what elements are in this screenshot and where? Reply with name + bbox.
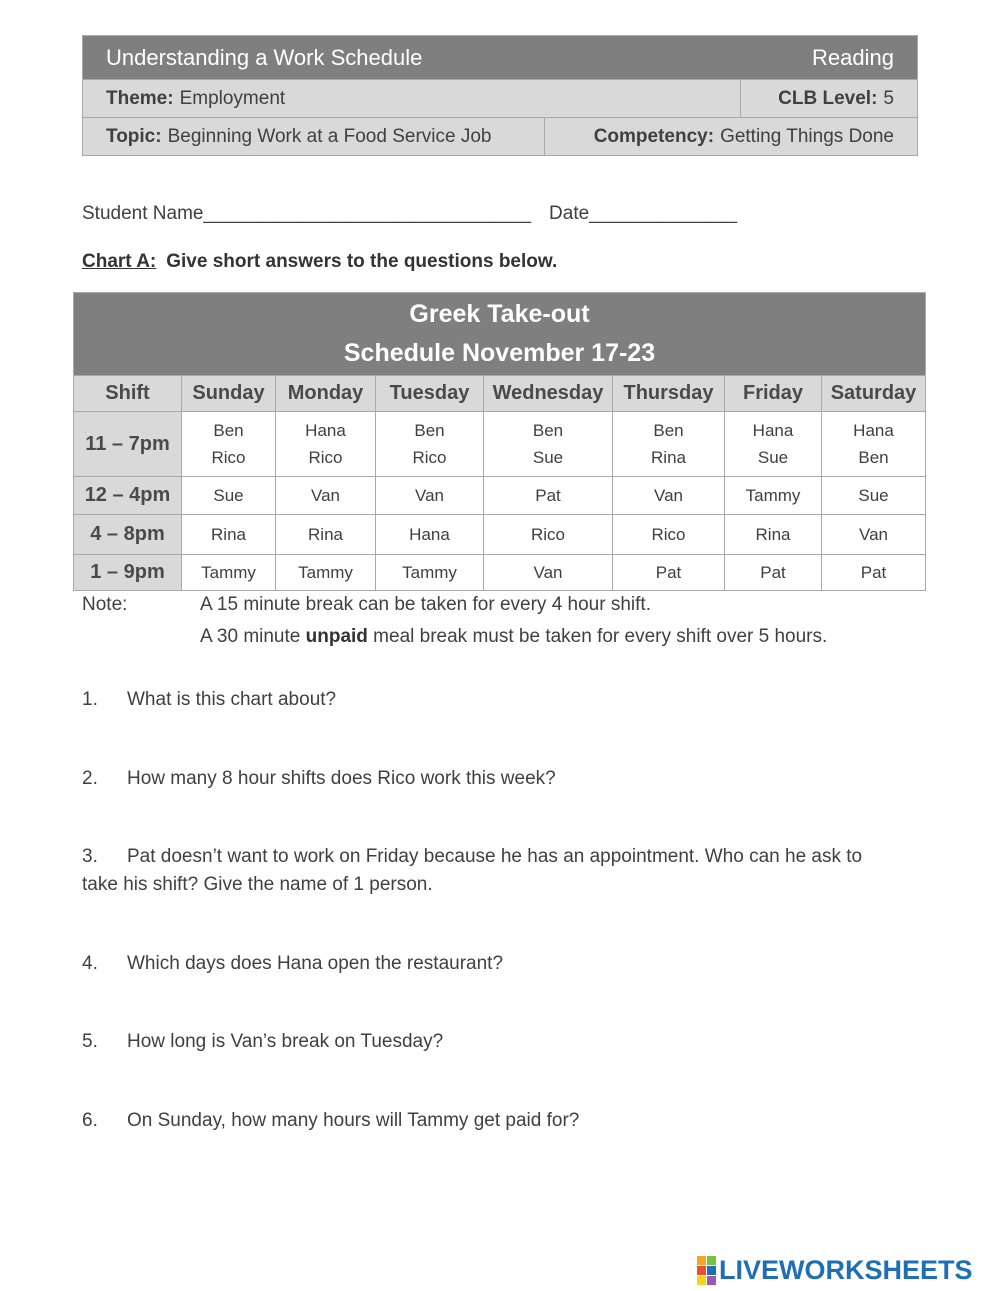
note-line2 <box>200 626 827 648</box>
question-6 <box>82 1107 902 1135</box>
schedule-cell <box>484 412 613 477</box>
competency-value: Getting Things Done <box>720 125 894 147</box>
note-label: Note: <box>82 594 128 615</box>
question-text: On Sunday, how many hours will Tammy get paid for? <box>127 1110 580 1131</box>
competency-label: Competency: <box>593 125 715 147</box>
schedule-cell <box>376 412 484 477</box>
schedule-cell <box>725 555 822 591</box>
note-line1: A 15 minute break can be taken for every 4 hour shift. <box>200 594 651 615</box>
day-header-sunday: Sunday <box>182 376 276 412</box>
question-text: Which days does Hana open the restaurant? <box>127 953 504 974</box>
shift-time: 1 – 9pm <box>74 555 182 591</box>
schedule-cell <box>613 412 725 477</box>
question-4 <box>82 950 902 978</box>
employee-name: Hana <box>409 525 450 544</box>
employee-name: Tammy <box>745 486 801 505</box>
employee-name: Rina <box>308 525 343 544</box>
schedule-cell <box>376 477 484 515</box>
schedule-cell <box>613 555 725 591</box>
question-2 <box>82 765 902 793</box>
worksheet-title: Understanding a Work Schedule <box>106 44 423 70</box>
schedule-cell <box>182 477 276 515</box>
competency-cell <box>545 118 917 155</box>
employee-name: Rina <box>211 525 246 544</box>
logo-block <box>707 1256 716 1265</box>
employee-name: Hana <box>853 421 894 440</box>
question-text: Pat doesn’t want to work on Friday because he has an appointment. Who can he ask to take his shift? Give the name of 1 person. <box>82 846 863 895</box>
employee-name: Rico <box>412 448 447 467</box>
day-header-tuesday: Tuesday <box>376 376 484 412</box>
topic-label: Topic: <box>106 125 162 147</box>
employee-name: Pat <box>760 563 786 582</box>
shift-row <box>74 412 926 477</box>
employee-name: Pat <box>655 563 682 582</box>
date-field[interactable]: Date______________ <box>549 203 738 224</box>
employee-name: Rico <box>308 448 343 467</box>
employee-name: Van <box>311 486 340 505</box>
schedule-cell <box>822 515 926 555</box>
schedule-cell <box>725 412 822 477</box>
topic-cell <box>83 118 545 155</box>
chart-instruction-text: Give short answers to the questions below. <box>166 251 558 272</box>
day-header-row <box>74 376 926 412</box>
shift-row <box>74 515 926 555</box>
schedule-cell <box>822 412 926 477</box>
employee-name: Rina <box>651 448 686 467</box>
schedule-title-line2: Schedule November 17-23 <box>343 339 656 367</box>
logo-block <box>697 1256 706 1265</box>
employee-name: Hana <box>752 421 794 440</box>
logo-block <box>697 1276 706 1285</box>
question-number: 6. <box>82 1110 98 1131</box>
employee-name: Pat <box>535 486 561 505</box>
shift-row <box>74 477 926 515</box>
question-3 <box>82 843 892 899</box>
employee-name: Rico <box>530 525 565 544</box>
day-header-friday: Friday <box>725 376 822 412</box>
logo-text: LIVEWORKSHEETS <box>719 1254 973 1285</box>
shift-column-header: Shift <box>74 376 182 412</box>
employee-name: Tammy <box>402 563 457 582</box>
employee-name: Ben <box>858 448 889 467</box>
liveworksheets-logo-icon <box>697 1256 716 1285</box>
logo-block <box>707 1276 716 1285</box>
employee-name: Van <box>654 486 683 505</box>
question-text: How long is Van’s break on Tuesday? <box>127 1031 444 1052</box>
clb-label: CLB Level: <box>778 87 878 109</box>
shift-time: 4 – 8pm <box>74 515 182 555</box>
schedule-cell <box>484 477 613 515</box>
skill-label: Reading <box>812 44 894 70</box>
schedule-cell <box>276 555 376 591</box>
chart-instruction <box>82 251 557 273</box>
employee-name: Rico <box>651 525 686 544</box>
theme-cell <box>83 80 741 117</box>
employee-name: Rina <box>755 525 791 544</box>
schedule-cell <box>182 555 276 591</box>
note-line2-post: meal break must be taken for every shift over 5 hours. <box>367 626 828 647</box>
schedule-cell <box>376 555 484 591</box>
employee-name: Ben <box>653 421 684 440</box>
schedule-cell <box>725 477 822 515</box>
clb-cell <box>741 80 917 117</box>
schedule-cell <box>613 515 725 555</box>
question-number: 3. <box>82 846 98 867</box>
schedule-title-line1: Greek Take-out <box>409 300 590 328</box>
topic-value: Beginning Work at a Food Service Job <box>167 125 492 147</box>
schedule-title <box>74 293 926 376</box>
day-header-wednesday: Wednesday <box>484 376 613 412</box>
clb-value: 5 <box>883 87 894 109</box>
question-number: 2. <box>82 768 98 789</box>
schedule-cell <box>276 412 376 477</box>
schedule-cell <box>484 515 613 555</box>
question-number: 4. <box>82 953 98 974</box>
logo-block <box>697 1266 706 1275</box>
employee-name: Rico <box>211 448 246 467</box>
question-text: What is this chart about? <box>127 689 337 710</box>
employee-name: Ben <box>532 421 564 440</box>
student-info-line <box>82 203 737 225</box>
question-number: 1. <box>82 689 98 710</box>
day-header-saturday: Saturday <box>822 376 926 412</box>
day-header-thursday: Thursday <box>613 376 725 412</box>
employee-name: Hana <box>305 421 346 440</box>
schedule-cell <box>276 477 376 515</box>
schedule-cell <box>822 477 926 515</box>
day-header-monday: Monday <box>276 376 376 412</box>
student-name-field[interactable]: Student Name_______________________________ <box>82 203 532 224</box>
theme-label: Theme: <box>106 87 174 109</box>
schedule-table <box>73 292 926 591</box>
employee-name: Sue <box>757 448 789 467</box>
header-topic-row <box>83 117 917 155</box>
schedule-cell <box>376 515 484 555</box>
note-line2-bold: unpaid <box>305 626 368 647</box>
theme-value: Employment <box>179 87 286 109</box>
question-text: How many 8 hour shifts does Rico work this week? <box>127 768 556 789</box>
employee-name: Tammy <box>201 563 256 582</box>
logo-block <box>707 1266 716 1275</box>
shift-time: 12 – 4pm <box>74 477 182 515</box>
header-theme-row <box>83 79 917 117</box>
shift-time: 11 – 7pm <box>74 412 182 477</box>
schedule-cell <box>822 555 926 591</box>
question-number: 5. <box>82 1031 98 1052</box>
employee-name: Pat <box>860 563 887 582</box>
chart-label: Chart A: <box>82 251 157 272</box>
schedule-cell <box>613 477 725 515</box>
employee-name: Van <box>415 486 444 505</box>
question-1 <box>82 686 902 714</box>
employee-name: Van <box>859 525 888 544</box>
question-5 <box>82 1028 902 1056</box>
employee-name: Sue <box>213 486 244 505</box>
employee-name: Van <box>533 563 563 582</box>
employee-name: Sue <box>532 448 564 467</box>
schedule-cell <box>182 412 276 477</box>
shift-row <box>74 555 926 591</box>
employee-name: Tammy <box>298 563 353 582</box>
schedule-cell <box>725 515 822 555</box>
schedule-cell <box>484 555 613 591</box>
header-title-row <box>83 36 917 79</box>
worksheet-header <box>82 35 918 156</box>
schedule-cell <box>276 515 376 555</box>
employee-name: Sue <box>858 486 889 505</box>
schedule-cell <box>182 515 276 555</box>
employee-name: Ben <box>213 421 244 440</box>
liveworksheets-logo[interactable] <box>697 1255 973 1285</box>
employee-name: Ben <box>414 421 445 440</box>
note-line2-pre: A 30 minute <box>200 626 306 647</box>
